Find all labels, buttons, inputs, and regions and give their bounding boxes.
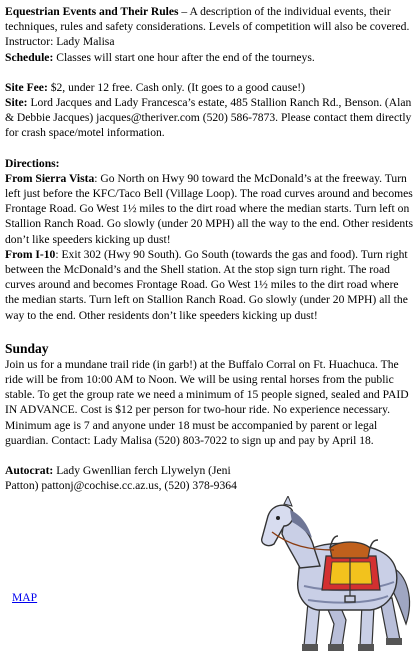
site-fee-text: $2, under 12 free. Cash only. (It goes to a good cause!) [47, 80, 305, 94]
rules-paragraph [5, 4, 415, 65]
autocrat-text: Lady Gwenllian ferch Llywelyn (Jeni Patton) pattonj@cochise.cc.az.us, (520) 378-9364 [5, 464, 237, 493]
i10-text: : Exit 302 (Hwy 90 South). Go South (towards the gas and food). Turn right between the McDonald’s and the Shell station. At the stop sign turn right. The road curves around and becomes Frontage Road. Go West 1½ miles to the dirt road where the median starts. Turn left on Stallion Ranch Road. Go slowly (under 20 MPH) all the way to the end. Other residents don’t like speeders kicking up dust! [5, 247, 408, 322]
autocrat-paragraph [5, 463, 267, 493]
site-fee-label: Site Fee: [5, 80, 48, 94]
map-link[interactable]: MAP [12, 591, 38, 604]
directions-heading: Directions: [5, 156, 60, 170]
sunday-text: Join us for a mundane trail ride (in garb!) at the Buffalo Corral on Ft. Huachuca. The ride will be from 10:00 AM to Noon. We will be using rental horses from the public stable. To get the group rate we need a minimum of 15 people signed, sealed and PAID IN ADVANCE. Cost is $12 per person for two-hour ride. No experience necessary. Minimum age is 7 and anyone under 18 must be accompanied by parent or legal guardian. Contact: Lady Malisa (520) 803-7022 to sign up and pay by April 18. [5, 357, 409, 447]
armored-horse-icon [250, 496, 418, 660]
site-label: Site: [5, 96, 28, 110]
sierra-vista-label: From Sierra Vista [5, 171, 95, 185]
autocrat-label: Autocrat: [5, 464, 54, 478]
site-text: Lord Jacques and Lady Francesca’s estate, 485 Stallion Ranch Rd., Benson. (Alan & Debbie Jacques) jacques@theriver.com (520) 586-7873. Please contact them directly for crash space/motel information. [5, 96, 412, 140]
rules-title: Equestrian Events and Their Rules [5, 5, 179, 18]
sierra-vista-text: : Go North on Hwy 90 toward the McDonald’s at the freeway. Turn left just before the KFC/Taco Bell (Village Loop). The road curves around and becomes Frontage Road. Go West 1½ miles to the dirt road where the median starts. Turn left on Stallion Ranch Road. Go slowly (under 20 MPH) all the way to the end. Other residents don’t like speeders kicking up dust! [5, 171, 413, 246]
directions-paragraph [5, 156, 415, 323]
i10-label: From I-10 [5, 247, 56, 261]
schedule-text: Classes will start one hour after the end of the tourneys. [53, 50, 315, 64]
site-paragraph [5, 80, 415, 141]
schedule-label: Schedule: [5, 50, 54, 64]
rules-text: – A description of the individual events, their techniques, rules and safety considerations. Levels of competition will also be covered. Instructor: Lady Malisa [5, 5, 410, 49]
sunday-heading: Sunday [5, 340, 49, 356]
